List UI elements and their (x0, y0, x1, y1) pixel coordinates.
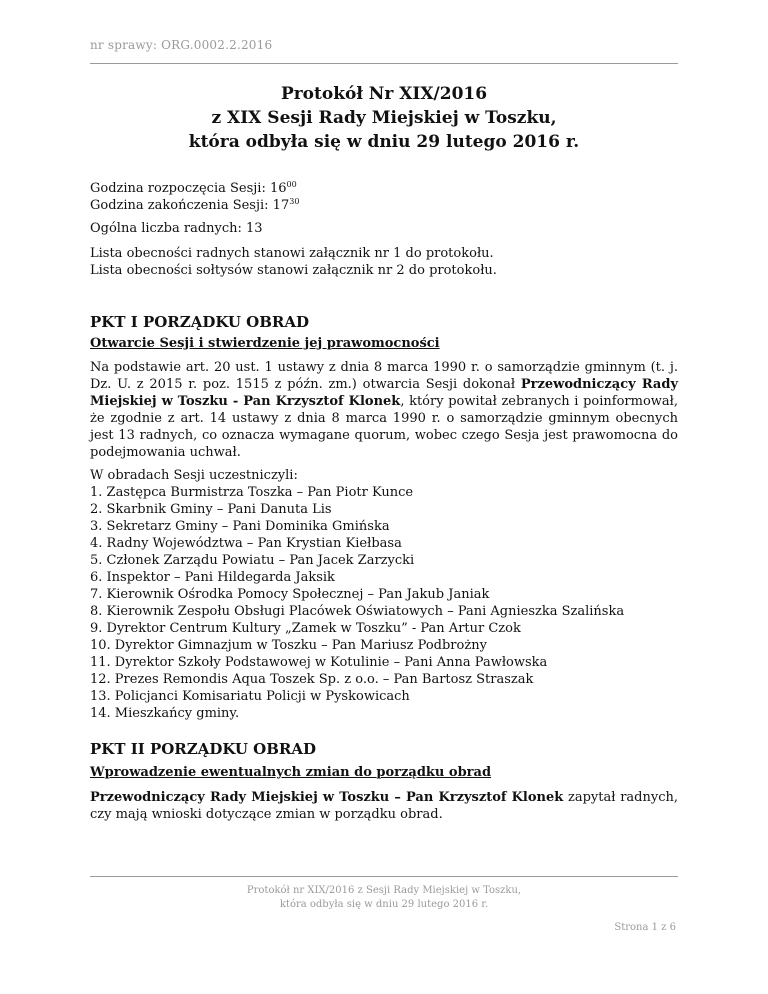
list-item: 5. Członek Zarządu Powiatu – Pan Jacek Zarzycki (90, 553, 415, 568)
list-item: 4. Radny Województwa – Pan Krystian Kiełbasa (90, 536, 402, 551)
list-item: 10. Dyrektor Gimnazjum w Toszku – Pan Mariusz Podbrożny (90, 638, 487, 653)
footer-line-1: Protokół nr XIX/2016 z Sesji Rady Miejskiej w Toszku, (246, 885, 522, 896)
title-line-2: z XIX Sesji Rady Miejskiej w Toszku, (211, 108, 557, 128)
title-line-1: Protokół Nr XIX/2016 (280, 84, 488, 104)
list-item: 1. Zastępca Burmistrza Toszka – Pan Piotr Kunce (90, 485, 414, 500)
list-item: 8. Kierownik Zespołu Obsługi Placówek Oświatowych – Pani Agnieszka Szalińska (90, 604, 625, 619)
list-item: 3. Sekretarz Gminy – Pani Dominika Gmińska (90, 519, 390, 534)
attendance-lists (90, 245, 678, 279)
section-2-subheading: Wprowadzenie ewentualnych zmian do porządku obrad (90, 765, 492, 780)
list-item: 12. Prezes Remondis Aqua Toszek Sp. z o.o. – Pan Bartosz Straszak (90, 672, 534, 687)
list-item: 13. Policjanci Komisariatu Policji w Pyskowicach (90, 689, 410, 704)
list-item: 6. Inspektor – Pani Hildegarda Jaksik (90, 570, 335, 585)
list-item: 9. Dyrektor Centrum Kultury „Zamek w Toszku” - Pan Artur Czok (90, 621, 521, 636)
participants-list (90, 484, 678, 722)
page-footer (90, 884, 678, 912)
list-item: 11. Dyrektor Szkoły Podstawowej w Kotulinie – Pani Anna Pawłowska (90, 655, 548, 670)
section-1-subheading: Otwarcie Sesji i stwierdzenie jej prawomocności (90, 336, 440, 351)
list-item: 7. Kierownik Ośrodka Pomocy Społecznej – Pan Jakub Janiak (90, 587, 490, 602)
footer-line-2: która odbyła się w dniu 29 lutego 2016 r. (279, 899, 489, 910)
page-number: Strona 1 z 6 (614, 922, 676, 933)
attendance-councillors: Lista obecności radnych stanowi załącznik nr 1 do protokołu. (90, 246, 494, 261)
footer-divider (90, 876, 678, 877)
councillor-count: Ogólna liczba radnych: 13 (90, 221, 263, 236)
section-1-heading: PKT I PORZĄDKU OBRAD (90, 313, 310, 331)
document-title (90, 82, 678, 154)
section-2-heading: PKT II PORZĄDKU OBRAD (90, 740, 317, 758)
header-divider (90, 63, 678, 64)
section-1-paragraph: Na podstawie art. 20 ust. 1 ustawy z dnia 8 marca 1990 r. o samorządzie gminnym (t. j. Dz. U. z 2015 r. poz. 1515 z późn. zm.) otwarcia Sesji dokonał Przewodniczący Rady Miejskiej w Toszku - Pan Krzysztof Klonek, który powitał zebranych i poinformował, że zgodnie z art. 14 ustawy z dnia 8 marca 1990 r. o samorządzie gminnym obecnych jest 13 radnych, co oznacza wymagane quorum, wobec czego Sesja jest prawomocna do podejmowania uchwał. (90, 360, 678, 460)
start-time: Godzina rozpoczęcia Sesji: $16^{00}$ (90, 180, 297, 196)
title-line-3: która odbyła się w dniu 29 lutego 2016 r. (188, 132, 580, 152)
list-item: 2. Skarbnik Gminy – Pani Danuta Lis (90, 502, 332, 517)
case-reference: nr sprawy: ORG.0002.2.2016 (90, 38, 273, 52)
end-time: Godzina zakończenia Sesji: $17^{30}$ (90, 197, 300, 213)
participants-intro: W obradach Sesji uczestniczyli: (90, 468, 298, 483)
list-item: 14. Mieszkańcy gminy. (90, 706, 240, 721)
session-times (90, 180, 678, 214)
section-2-paragraph: Przewodniczący Rady Miejskiej w Toszku – Pan Krzysztof Klonek zapytał radnych, czy mają wnioski dotyczące zmian w porządku obrad. (90, 790, 678, 822)
attendance-village-heads: Lista obecności sołtysów stanowi załącznik nr 2 do protokołu. (90, 263, 497, 278)
